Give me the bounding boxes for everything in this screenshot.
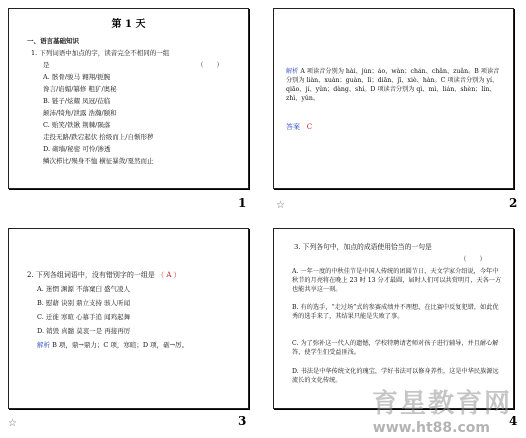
slide-4-question: 3. 下列各句中，加点的成语使用恰当的一句是 xyxy=(294,243,432,251)
slide-3-number: 3 xyxy=(238,414,247,428)
slide-3-line-2: C. 迁徙 寒暄 心慕手追 闻鸡起舞 xyxy=(37,313,131,321)
slide-2-analysis-text: A 项读音分别为 hài、jùn；áo、wàn；chán、chǎn、zuǎn。B 项读音分别为 liàn、xuàn；guàn、lì；diān、jī、xiè、hàn。C 项读音分别为 yí、qiāo、jí、yǔn；dàng、shí。D 项读音分别为 qì、mì、lián、shèn；lín、zhì、yǔn。 xyxy=(286,68,500,102)
slide-1-line-1: 1. 下列词语中加点的字，读音完全不相同的一组 xyxy=(31,49,170,57)
slide-1-line-2: 是 xyxy=(43,61,50,69)
slide-1-line-7: C. 贻笑/铁锹 荆棘/陨落 xyxy=(43,121,111,129)
transition-star-icon: ☆ xyxy=(276,200,285,211)
slide-3-question-text: 2. 下列各组词语中，没有错别字的一组是 xyxy=(27,271,155,279)
slide-4-number: 4 xyxy=(509,414,518,428)
slide-2-answer-label: 答案 xyxy=(286,123,300,131)
slide-3-analysis-text: B 项，鼎→鼎力；C 项，寒暄；D 项，砺→厉。 xyxy=(52,341,189,349)
slide-1-line-6: 颠沛/犄角/泄露 浩瀚/颐和 xyxy=(43,109,117,117)
slide-1-line-10: 鳞次栉比/殒身不恤 横征暴敛/戛然而止 xyxy=(43,157,154,165)
watermark-logo: 育星教育网 xyxy=(371,389,512,419)
slide-1-line-9: D. 砌墙/秘密 可怜/渗透 xyxy=(43,145,111,153)
slide-1-line-3: A. 骸骨/骏马 翱翔/扼腕 xyxy=(43,73,111,81)
slide-3-line-1: B. 慰藉 诀别 鼎立支持 骇人听闻 xyxy=(37,299,131,307)
slide-3-answer-value: （ A ） xyxy=(157,271,181,279)
slide-4-option-a: A. 一年一度的中秋佳节是中国人传统的团圆节日，天文学家介绍说，今年中秋节的月亮将在晚上 23 时 13 分才最圆，届时人们可以共赏明月，天各一方也能共享这一刻。 xyxy=(292,268,502,293)
slide-2-analysis-label: 解析 xyxy=(286,68,299,75)
slide-4-option-b: B. 有的选手，“走过场”式的参赛成绩并不理想，在比赛中反复犯错，如此优秀的选手来了，其结果只能是失败了事。 xyxy=(292,304,499,320)
slide-4-option-c: C. 为了弥补这一代人的遗憾，学校特聘请老师对孩子进行辅导，并且耐心解答，使学生们受益匪浅。 xyxy=(292,340,499,356)
slide-1-line-8: 走投无路/跌宕起伏 拾级而上/自惭形秽 xyxy=(43,133,154,141)
slide-1-line-4: 谗言/谄媚/纂修 粗犷/奥秘 xyxy=(43,85,117,93)
transition-star-icon: ☆ xyxy=(8,418,17,429)
slide-3-question xyxy=(27,271,181,279)
slide-3-answer-letter: A xyxy=(166,271,172,279)
slide-1-line-5: B. 链子/炫耀 凤冠/莅临 xyxy=(43,97,111,105)
slide-3-line-3: D. 销毁 真髓 莫衷一是 再接再厉 xyxy=(37,327,131,335)
slide-thumbnail-2[interactable] xyxy=(273,8,514,189)
slide-1-title: 第 1 天 xyxy=(111,19,146,30)
slide-2-answer xyxy=(286,123,312,131)
watermark-url: www.ht88.com xyxy=(372,420,490,436)
slide-thumbnail-4[interactable] xyxy=(273,228,514,409)
slide-1-line-0: 一、语言基础知识 xyxy=(27,37,79,45)
slide-3-line-0: A. 迷惘 渊源 不落窠臼 盛气凌人 xyxy=(37,285,131,293)
slide-thumbnail-1[interactable] xyxy=(8,8,249,189)
slide-1-answer-blank: （ ） xyxy=(197,61,223,69)
slide-3-analysis xyxy=(37,341,188,349)
slide-2-analysis xyxy=(286,67,500,103)
slide-2-number: 2 xyxy=(509,196,518,210)
slide-3-analysis-label: 解析 xyxy=(37,341,50,349)
slide-thumbnail-3[interactable] xyxy=(8,228,249,409)
slide-2-answer-value: C xyxy=(306,123,313,131)
slide-4-answer-blank: （ ） xyxy=(460,255,486,263)
slide-4-option-d: D. 书法是中华传统文化的瑰宝，学好书法可以修身养性，这是中华民族源远流长的文化传统。 xyxy=(292,368,499,384)
slide-1-number: 1 xyxy=(238,196,247,210)
